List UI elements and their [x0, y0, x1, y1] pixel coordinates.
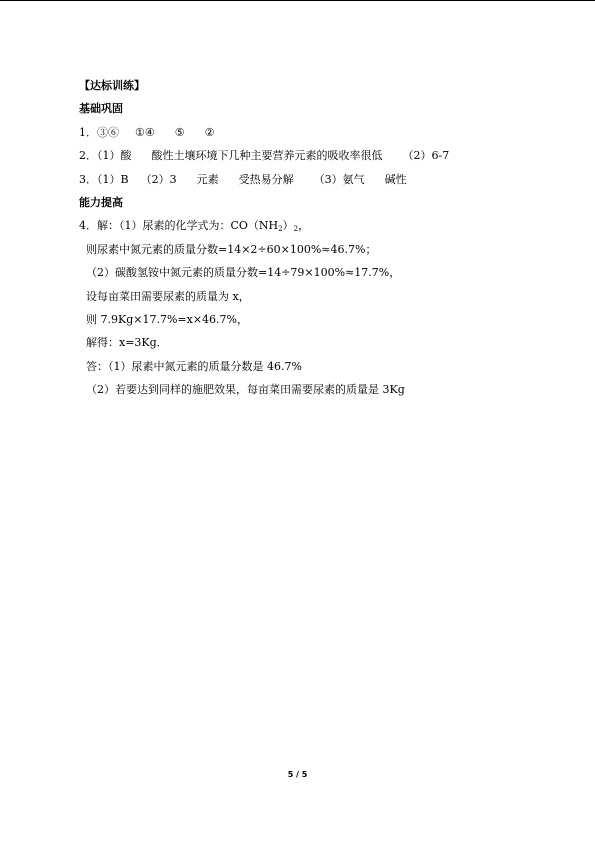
- answer-2-number: 2．: [79, 149, 97, 163]
- answer-4-line-2: 则尿素中氮元素的质量分数=14×2÷60×100%≈46.7%；: [86, 242, 377, 256]
- answer-2: [79, 148, 539, 164]
- page-number: 5 / 5: [287, 770, 308, 779]
- advanced-heading: 能力提高: [79, 195, 123, 209]
- header-rule: [0, 0, 595, 1]
- answer-1-choice-1: ③⑥: [97, 125, 119, 139]
- answer-3-number: 3．: [79, 172, 97, 186]
- answer-2-part-3: （2）6-7: [402, 149, 450, 163]
- answer-4-line-6: 解得：x=3Kg．: [86, 336, 168, 350]
- answer-4-line-1: [79, 218, 539, 234]
- section-title: 【达标训练】: [79, 79, 145, 92]
- answer-2-part-2: 酸性土壤环境下几种主要营养元素的吸收率很低: [151, 149, 383, 163]
- urea-formula-text: 4．解：（1）尿素的化学式为：CO（NH: [79, 219, 279, 233]
- answer-3-part-4: 受热易分解: [238, 172, 294, 186]
- answer-1-choice-2: ①④: [135, 125, 155, 139]
- document-body: [79, 78, 539, 405]
- answer-4-line-3: （2）碳酸氢铵中氮元素的质量分数=14÷79×100%≈17.7%，: [86, 266, 401, 280]
- answer-3: [79, 172, 539, 188]
- answer-1-number: 1．: [79, 125, 97, 139]
- answer-4-line-4: 设每亩菜田需要尿素的质量为 x，: [86, 289, 250, 303]
- answer-3-part-6: 碱性: [384, 172, 407, 186]
- answer-3-part-5: （3）氨气: [313, 172, 365, 186]
- answer-2-part-1: （1）酸: [97, 149, 132, 163]
- formula-comma: ，: [298, 219, 310, 233]
- answer-1-choice-3: ⑤: [174, 125, 185, 139]
- subscript-2: 2: [278, 225, 283, 234]
- subscript-2-outer: 2: [293, 225, 299, 234]
- answer-4-line-8: （2）若要达到同样的施肥效果，每亩菜田需要尿素的质量是 3Kg: [86, 383, 405, 397]
- basic-heading: 基础巩固: [79, 102, 123, 116]
- answer-3-part-3: 元素: [196, 172, 219, 186]
- answer-4-line-5: 则 7.9Kg×17.7%=x×46.7%，: [86, 312, 248, 326]
- answer-4-line-7: 答：（1）尿素中氮元素的质量分数是 46.7%: [86, 359, 302, 373]
- formula-paren: ）: [282, 219, 294, 233]
- answer-3-part-1: （1）B: [97, 172, 129, 186]
- answer-1-choice-4: ②: [204, 125, 215, 139]
- answer-3-part-2: （2）3: [140, 172, 177, 186]
- answer-1: [79, 125, 539, 141]
